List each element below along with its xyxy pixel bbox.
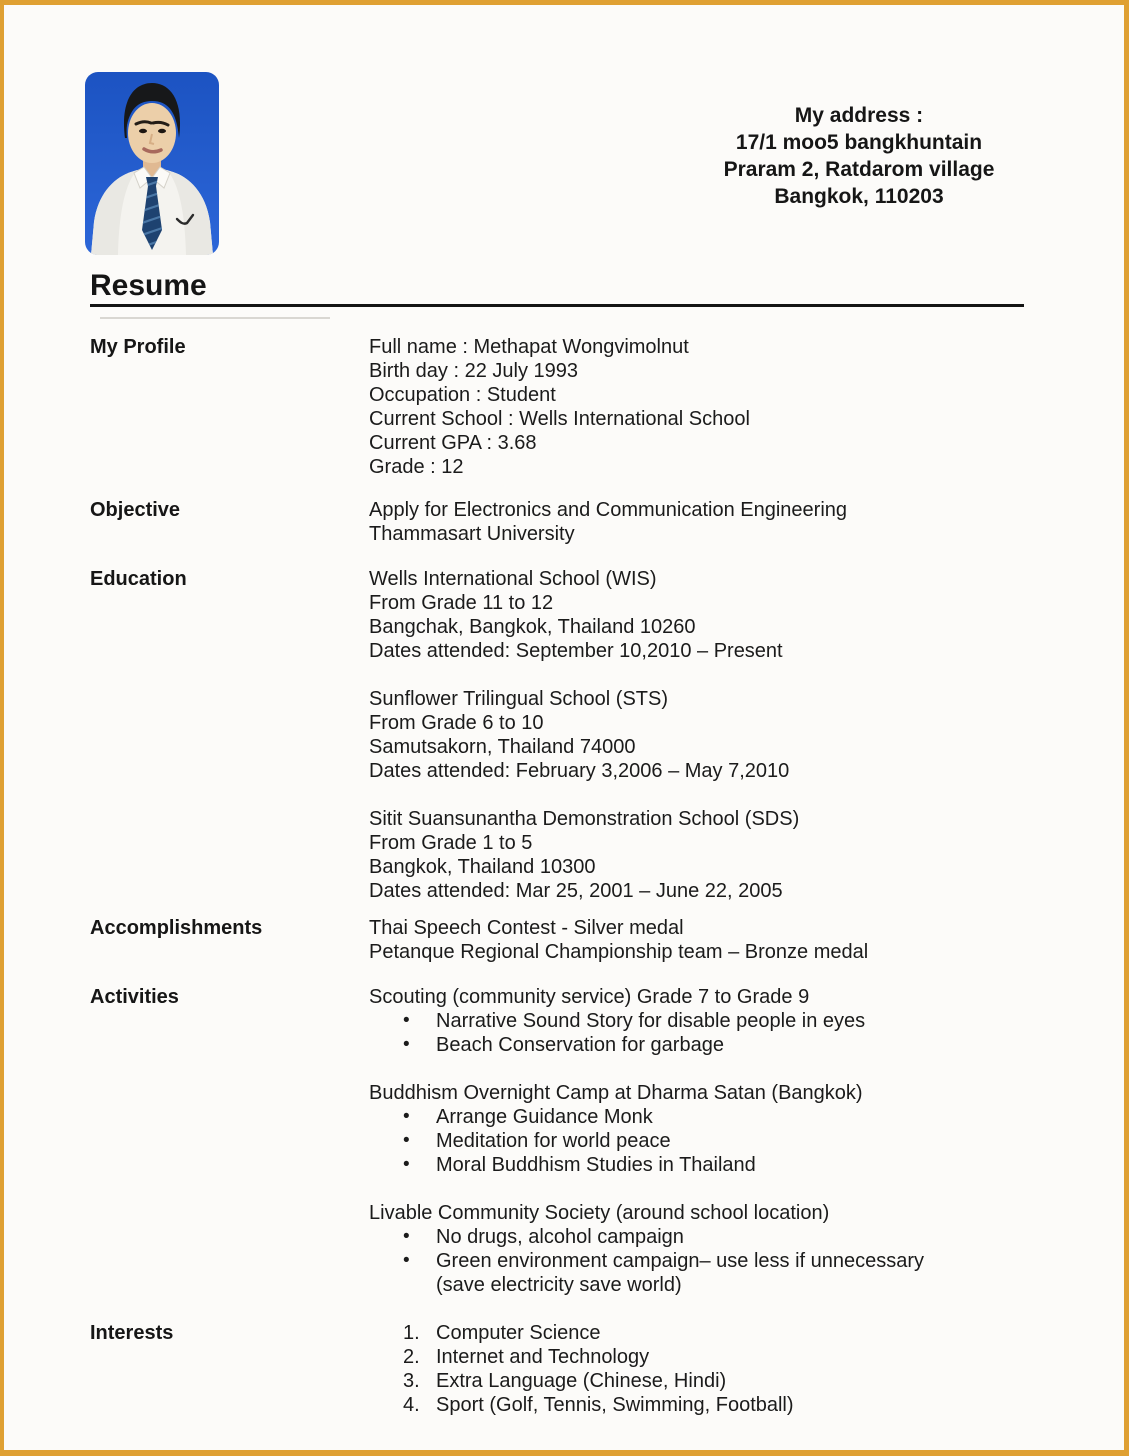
address-line: 17/1 moo5 bangkhuntain <box>735 131 983 154</box>
profile-content <box>369 335 1026 479</box>
profile-line: Birth day : 22 July 1993 <box>369 360 579 382</box>
education-line: Sunflower Trilingual School (STS) <box>369 688 669 710</box>
bullet-icon: • <box>403 1106 410 1127</box>
activities-content <box>369 985 1026 1297</box>
list-text: Computer Science <box>436 1322 601 1344</box>
profile-line: Occupation : Student <box>369 384 556 406</box>
list-item <box>369 1345 1026 1369</box>
list-item <box>369 1321 1026 1345</box>
education-block <box>369 687 1026 783</box>
bullet-text: Moral Buddhism Studies in Thailand <box>436 1154 756 1176</box>
bullet-text: Narrative Sound Story for disable people in eyes <box>436 1010 866 1032</box>
section-education <box>90 567 1026 903</box>
bullet-item <box>369 1249 1026 1273</box>
list-text: Sport (Golf, Tennis, Swimming, Football) <box>436 1394 794 1416</box>
activity-group <box>369 1081 1026 1177</box>
bullet-icon: • <box>403 1154 410 1175</box>
bullet-continuation <box>369 1273 1026 1297</box>
section-interests <box>90 1321 1026 1417</box>
list-text: Extra Language (Chinese, Hindi) <box>436 1370 727 1392</box>
education-block <box>369 807 1026 903</box>
page-title: Resume <box>90 269 207 302</box>
list-text: Internet and Technology <box>436 1346 650 1368</box>
bullet-icon: • <box>403 1250 410 1271</box>
education-line: Bangchak, Bangkok, Thailand 10260 <box>369 616 696 638</box>
bullet-text: Green environment campaign– use less if unnecessary <box>436 1250 925 1272</box>
education-content <box>369 567 1026 903</box>
list-item <box>369 1393 1026 1417</box>
title-underline <box>90 304 1024 307</box>
address-block <box>702 102 1016 210</box>
activity-title: Scouting (community service) Grade 7 to Grade 9 <box>369 986 810 1008</box>
bullet-item <box>369 1129 1026 1153</box>
section-activities <box>90 985 1026 1297</box>
bullet-text: Meditation for world peace <box>436 1130 671 1152</box>
activity-title: Buddhism Overnight Camp at Dharma Satan (Bangkok) <box>369 1082 863 1104</box>
section-label-education: Education <box>90 568 187 590</box>
list-number: 3. <box>403 1370 420 1392</box>
activity-title: Livable Community Society (around school location) <box>369 1202 830 1224</box>
education-line: Wells International School (WIS) <box>369 568 657 590</box>
activity-group <box>369 1201 1026 1297</box>
list-number: 4. <box>403 1394 420 1416</box>
profile-line: Full name : Methapat Wongvimolnut <box>369 336 689 358</box>
education-line: From Grade 6 to 10 <box>369 712 544 734</box>
list-number: 2. <box>403 1346 420 1368</box>
profile-line: Grade : 12 <box>369 456 464 478</box>
objective-content <box>369 498 1026 546</box>
list-item <box>369 1369 1026 1393</box>
section-label-profile: My Profile <box>90 336 186 358</box>
education-line: From Grade 11 to 12 <box>369 592 554 614</box>
interests-content <box>369 1321 1026 1417</box>
education-line: From Grade 1 to 5 <box>369 832 533 854</box>
section-label-interests: Interests <box>90 1322 174 1344</box>
resume-body <box>90 335 1026 1417</box>
section-label-objective: Objective <box>90 499 181 521</box>
objective-line: Apply for Electronics and Communication Engineering <box>369 499 848 521</box>
portrait-photo <box>85 72 219 255</box>
section-profile <box>90 335 1026 479</box>
education-block <box>369 567 1026 663</box>
accomplishment-line: Petanque Regional Championship team – Bronze medal <box>369 941 869 963</box>
section-accomplishments <box>90 916 1026 964</box>
education-line: Sitit Suansunantha Demonstration School (SDS) <box>369 808 800 830</box>
education-line: Samutsakorn, Thailand 74000 <box>369 736 636 758</box>
accomplishment-line: Thai Speech Contest - Silver medal <box>369 917 684 939</box>
accomplishments-content <box>369 916 1026 964</box>
profile-line: Current GPA : 3.68 <box>369 432 537 454</box>
bullet-item <box>369 1009 1026 1033</box>
activity-group <box>369 985 1026 1057</box>
address-line: Bangkok, 110203 <box>774 185 944 208</box>
bullet-text: (save electricity save world) <box>436 1274 682 1296</box>
section-label-accomplishments: Accomplishments <box>90 917 263 939</box>
bullet-text: Beach Conservation for garbage <box>436 1034 724 1056</box>
bullet-text: No drugs, alcohol campaign <box>436 1226 684 1248</box>
list-number: 1. <box>403 1322 420 1344</box>
education-line: Dates attended: Mar 25, 2001 – June 22, 2005 <box>369 880 783 902</box>
bullet-item <box>369 1153 1026 1177</box>
profile-line: Current School : Wells International School <box>369 408 750 430</box>
education-line: Dates attended: September 10,2010 – Present <box>369 640 783 662</box>
scan-artifact-line <box>100 317 330 319</box>
section-label-activities: Activities <box>90 986 179 1008</box>
bullet-icon: • <box>403 1034 410 1055</box>
bullet-item <box>369 1225 1026 1249</box>
section-objective <box>90 498 1026 546</box>
address-line: Praram 2, Ratdarom village <box>723 158 995 181</box>
address-title: My address : <box>794 104 924 127</box>
bullet-icon: • <box>403 1130 410 1151</box>
bullet-text: Arrange Guidance Monk <box>436 1106 653 1128</box>
objective-line: Thammasart University <box>369 523 575 545</box>
education-line: Bangkok, Thailand 10300 <box>369 856 596 878</box>
education-line: Dates attended: February 3,2006 – May 7,2010 <box>369 760 790 782</box>
bullet-item <box>369 1033 1026 1057</box>
bullet-item <box>369 1105 1026 1129</box>
bullet-icon: • <box>403 1010 410 1031</box>
portrait-photo-graphic <box>85 72 219 255</box>
bullet-icon: • <box>403 1226 410 1247</box>
